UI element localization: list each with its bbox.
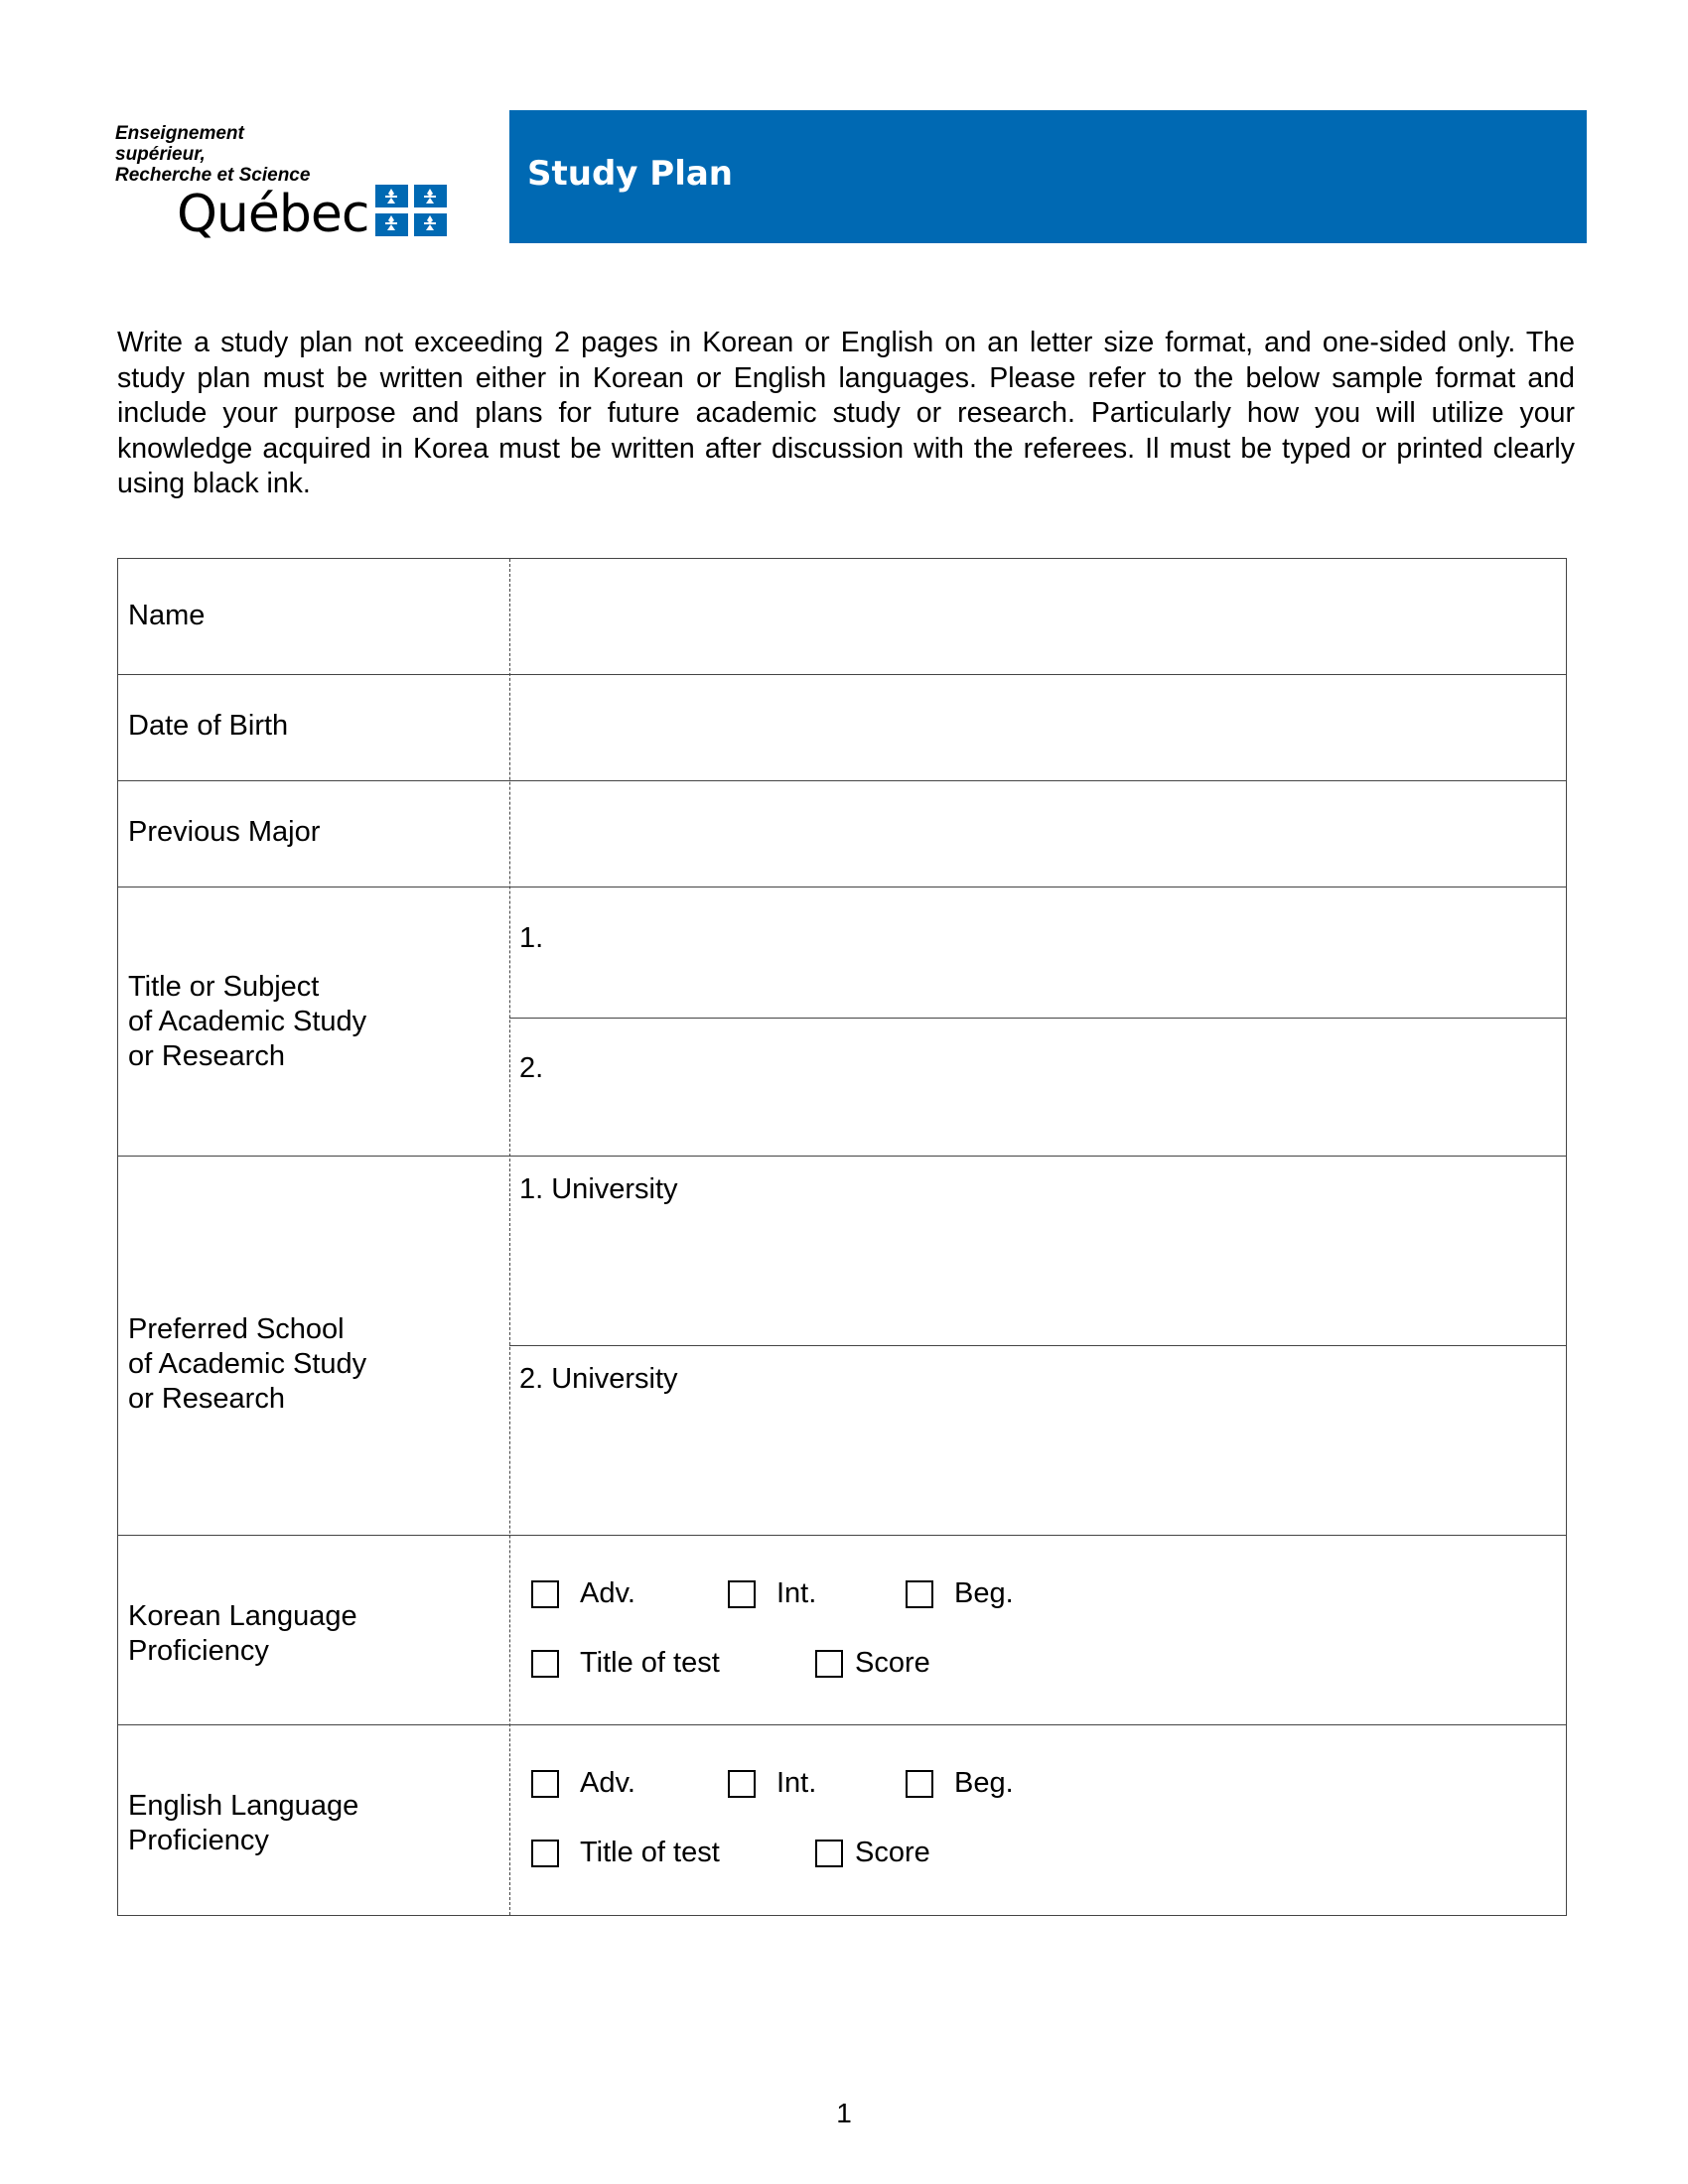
korean-int-label: Int. xyxy=(776,1577,817,1609)
title-banner xyxy=(509,110,1587,243)
major-row xyxy=(118,780,1566,887)
school-label: Preferred School of Academic Study or Research xyxy=(128,1313,367,1415)
english-beg-checkbox[interactable] xyxy=(906,1770,933,1798)
korean-adv-label: Adv. xyxy=(580,1577,635,1609)
logo-line-2: supérieur, xyxy=(115,144,206,165)
korean-adv-checkbox[interactable] xyxy=(531,1580,559,1608)
school-item-divider xyxy=(509,1345,1566,1346)
logo-name: Québec xyxy=(177,185,369,244)
logo-line-1: Enseignement xyxy=(115,123,244,144)
title-row xyxy=(118,887,1566,1156)
name-label: Name xyxy=(128,600,206,631)
dob-label: Date of Birth xyxy=(128,710,289,742)
quebec-logo xyxy=(115,123,453,252)
korean-row xyxy=(118,1535,1566,1724)
school-item-2: 2. University xyxy=(519,1363,678,1395)
korean-label: Korean Language Proficiency xyxy=(128,1600,357,1667)
korean-score-label: Score xyxy=(855,1647,930,1679)
title-item-divider xyxy=(509,1018,1566,1019)
korean-score-checkbox[interactable] xyxy=(815,1650,843,1678)
english-score-label: Score xyxy=(855,1837,930,1868)
title-label: Title or Subject of Academic Study or Research xyxy=(128,971,367,1072)
dob-row xyxy=(118,674,1566,780)
korean-test-checkbox[interactable] xyxy=(531,1650,559,1678)
english-score-checkbox[interactable] xyxy=(815,1840,843,1867)
page-title: Study Plan xyxy=(527,154,734,194)
quebec-flag-icon xyxy=(375,185,447,236)
english-int-checkbox[interactable] xyxy=(728,1770,756,1798)
english-int-label: Int. xyxy=(776,1767,817,1799)
page-number: 1 xyxy=(836,2098,852,2128)
name-row xyxy=(118,559,1566,674)
school-row xyxy=(118,1156,1566,1535)
korean-test-label: Title of test xyxy=(580,1647,720,1679)
title-item-1: 1. xyxy=(519,922,544,954)
korean-beg-label: Beg. xyxy=(954,1577,1014,1609)
school-item-1: 1. University xyxy=(519,1173,678,1205)
english-row xyxy=(118,1724,1566,1914)
logo-line-3: Recherche et Science xyxy=(115,165,311,186)
english-adv-checkbox[interactable] xyxy=(531,1770,559,1798)
english-test-checkbox[interactable] xyxy=(531,1840,559,1867)
major-label: Previous Major xyxy=(128,816,321,848)
korean-int-checkbox[interactable] xyxy=(728,1580,756,1608)
study-plan-form xyxy=(117,558,1567,1916)
instructions-paragraph: Write a study plan not exceeding 2 pages in Korean or English on an letter size format, and one-sided only. The study plan must be written either in Korean or English languages. Please refer to the below sample format and include your purpose and plans for future academic study or research. Particularly how you will utilize your knowledge acquired in Korea must be written after discussion with the referees. Il must be typed or printed clearly using black ink. xyxy=(117,327,1575,499)
english-beg-label: Beg. xyxy=(954,1767,1014,1799)
english-test-label: Title of test xyxy=(580,1837,720,1868)
english-adv-label: Adv. xyxy=(580,1767,635,1799)
english-label: English Language Proficiency xyxy=(128,1790,359,1856)
korean-beg-checkbox[interactable] xyxy=(906,1580,933,1608)
title-item-2: 2. xyxy=(519,1052,544,1084)
